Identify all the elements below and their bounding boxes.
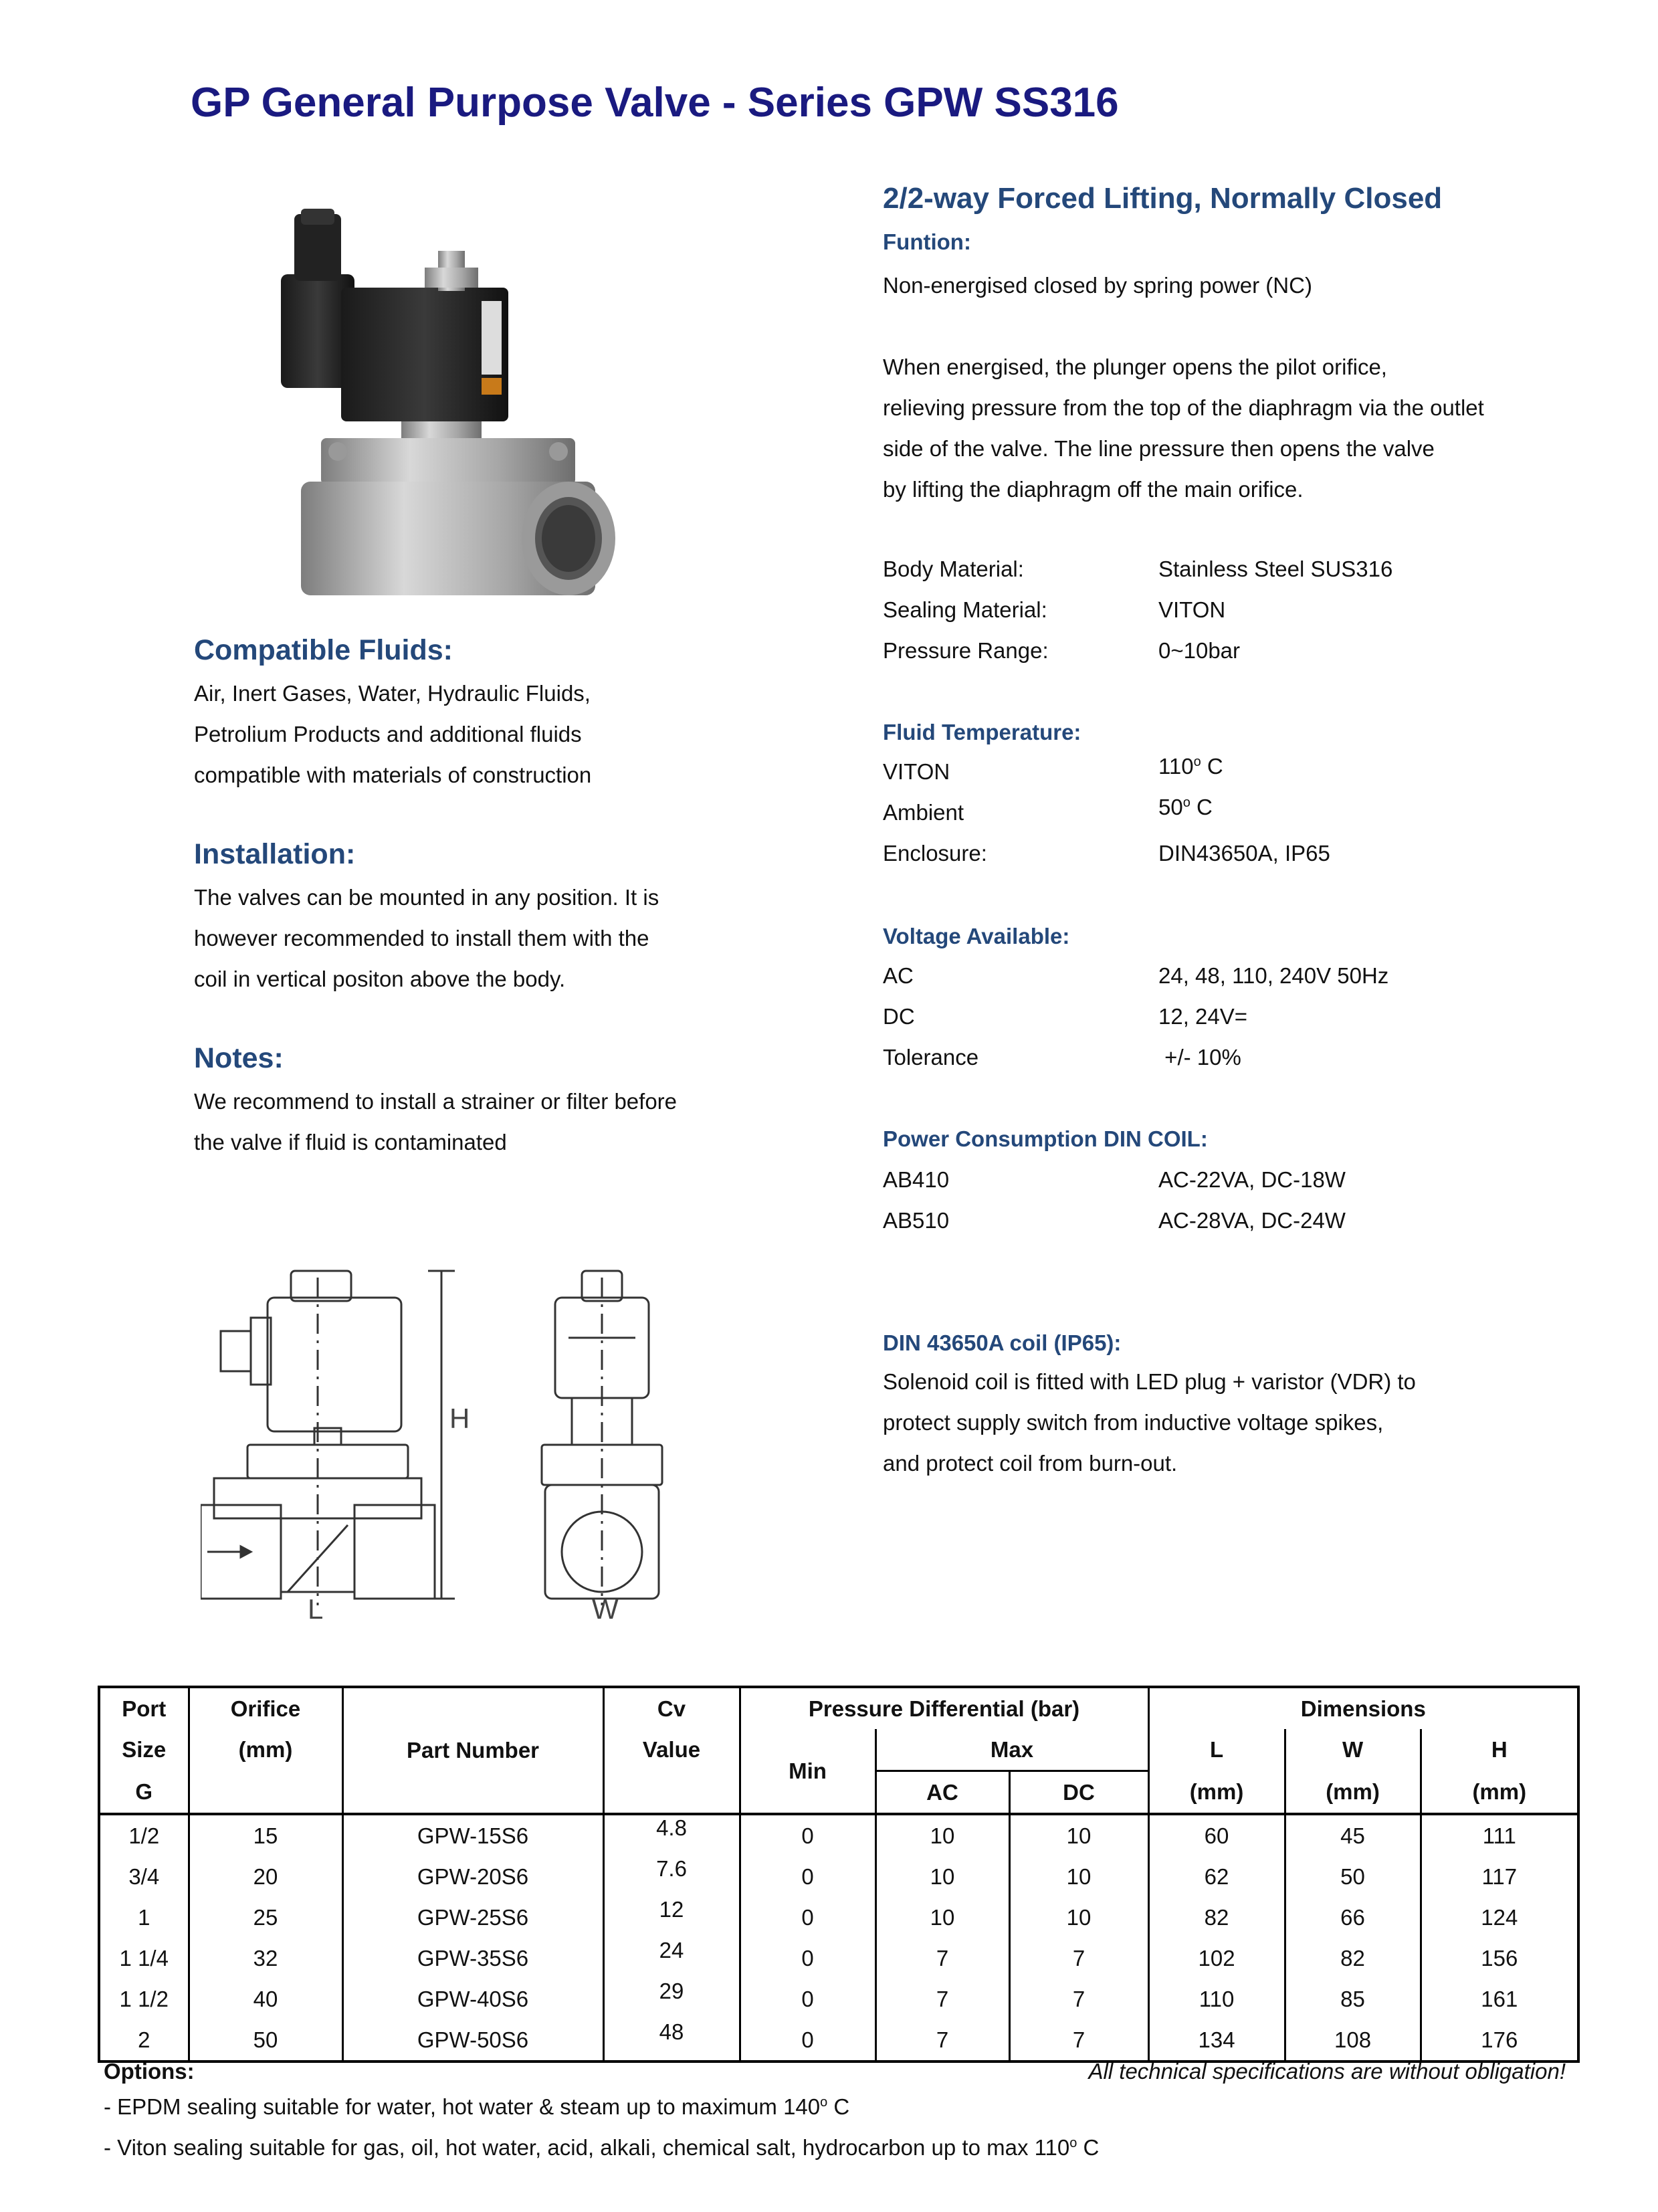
cell-cv-value: 4.8: [603, 1814, 740, 1856]
compatible-line: Air, Inert Gases, Water, Hydraulic Fluids,: [194, 681, 591, 706]
cell-part-number: GPW-35S6: [342, 1938, 603, 1979]
side-view-drawing: [542, 1271, 662, 1605]
spec-value: 0~10bar: [1158, 638, 1241, 663]
disclaimer: All technical specifications are without obligation!: [1088, 2059, 1566, 2084]
cell-height: 117: [1421, 1856, 1578, 1897]
din-coil-line: protect supply switch from inductive voltage spikes,: [883, 1410, 1384, 1435]
header-w: W: [1285, 1729, 1421, 1771]
din-coil-line: Solenoid coil is fitted with LED plug + varistor (VDR) to: [883, 1369, 1416, 1394]
cell-cv-value: 12: [603, 1897, 740, 1938]
header-port-size: Size: [122, 1737, 167, 1763]
installation-heading: Installation:: [194, 838, 356, 870]
installation-text: [194, 877, 659, 999]
cell-height: 111: [1421, 1814, 1578, 1856]
cell-min: 0: [740, 2019, 875, 2062]
cell-port-size: 1 1/4: [119, 1945, 169, 1971]
cell-port-size: 2: [138, 2027, 150, 2052]
installation-line: coil in vertical positon above the body.: [194, 967, 566, 991]
cell-cv-value: 24: [603, 1938, 740, 1979]
cell-orifice: 15: [189, 1814, 342, 1856]
cell-port-size: 1 1/2: [119, 1986, 169, 2011]
table-row: [99, 1979, 1578, 2019]
function-description: [883, 346, 1484, 510]
power-key: AB410: [883, 1167, 950, 1192]
header-l-unit: (mm): [1148, 1771, 1285, 1815]
cell-max-dc: 7: [1009, 1979, 1148, 2019]
dimension-drawing: [201, 1258, 736, 1619]
front-view-drawing: [201, 1271, 455, 1605]
din-coil-line: and protect coil from burn-out.: [883, 1451, 1178, 1476]
header-port-g: G: [135, 1779, 153, 1804]
notes-heading: Notes:: [194, 1042, 284, 1074]
power-value: AC-28VA, DC-24W: [1158, 1208, 1346, 1233]
notes-line: We recommend to install a strainer or filter before: [194, 1089, 678, 1114]
cell-cv-value: 29: [603, 1979, 740, 2019]
cell-max-dc: 10: [1009, 1856, 1148, 1897]
cell-max-dc: 7: [1009, 2019, 1148, 2062]
cell-width: 66: [1285, 1897, 1421, 1938]
cell-min: 0: [740, 1856, 875, 1897]
spec-key: Sealing Material:: [883, 597, 1047, 622]
cell-orifice: 50: [189, 2019, 342, 2062]
voltage-heading: Voltage Available:: [883, 924, 1070, 948]
cell-width: 45: [1285, 1814, 1421, 1856]
installation-line: The valves can be mounted in any position. It is: [194, 885, 659, 910]
header-dc: DC: [1009, 1771, 1148, 1815]
header-port: Port: [122, 1696, 167, 1721]
voltage-key: AC: [883, 963, 914, 988]
page-title: GP General Purpose Valve - Series GPW SS316: [191, 80, 1119, 126]
function-heading: Funtion:: [883, 229, 971, 254]
header-h-unit: (mm): [1421, 1771, 1578, 1815]
cell-orifice: 25: [189, 1897, 342, 1938]
header-orifice-unit: (mm): [189, 1729, 342, 1771]
header-max: Max: [875, 1729, 1148, 1771]
cell-max-ac: 7: [875, 1979, 1009, 2019]
cell-part-number: GPW-40S6: [342, 1979, 603, 2019]
function-para-line: side of the valve. The line pressure then opens the valve: [883, 436, 1435, 461]
temp-key: VITON: [883, 759, 950, 784]
header-min: Min: [740, 1729, 875, 1814]
cell-part-number: GPW-20S6: [342, 1856, 603, 1897]
cell-length: 82: [1148, 1897, 1285, 1938]
header-dimensions: Dimensions: [1148, 1687, 1578, 1729]
option-viton: - Viton sealing suitable for gas, oil, hot water, acid, alkali, chemical salt, hydrocarbon up to max 110$^o$ C: [104, 2135, 1100, 2160]
spec-value: DIN43650A, IP65: [1158, 841, 1330, 866]
cell-min: 0: [740, 1814, 875, 1856]
cell-orifice: 40: [189, 1979, 342, 2019]
cell-height: 124: [1421, 1897, 1578, 1938]
function-para-line: by lifting the diaphragm off the main orifice.: [883, 477, 1304, 502]
cell-orifice: 32: [189, 1938, 342, 1979]
cell-length: 110: [1148, 1979, 1285, 2019]
cell-min: 0: [740, 1938, 875, 1979]
cell-part-number: GPW-50S6: [342, 2019, 603, 2062]
header-cv-value: Value: [603, 1729, 740, 1771]
cell-length: 102: [1148, 1938, 1285, 1979]
cell-max-ac: 7: [875, 1938, 1009, 1979]
power-key: AB510: [883, 1208, 950, 1233]
table-row: [99, 1938, 1578, 1979]
function-line: Non-energised closed by spring power (NC): [883, 273, 1312, 298]
cell-part-number: GPW-25S6: [342, 1897, 603, 1938]
notes-text: [194, 1081, 677, 1163]
option-epdm: - EPDM sealing suitable for water, hot water & steam up to maximum 140$^o$ C: [104, 2094, 850, 2119]
temp-value: 50$^o$ C: [1158, 795, 1213, 819]
installation-line: however recommended to install them with the: [194, 926, 649, 950]
cell-width: 108: [1285, 2019, 1421, 2062]
cell-length: 134: [1148, 2019, 1285, 2062]
header-ac: AC: [875, 1771, 1009, 1815]
header-pressure-differential: Pressure Differential (bar): [740, 1687, 1148, 1729]
cell-cv-value: 48: [603, 2019, 740, 2062]
spec-value: Stainless Steel SUS316: [1158, 557, 1393, 581]
temp-value: 110$^o$ C: [1158, 754, 1223, 779]
width-dimension-label: W: [592, 1593, 619, 1619]
header-orifice: Orifice: [189, 1687, 342, 1729]
table-row: [99, 2019, 1578, 2062]
din-coil-description: [883, 1361, 1416, 1484]
cell-height: 161: [1421, 1979, 1578, 2019]
cell-length: 60: [1148, 1814, 1285, 1856]
cell-height: 176: [1421, 2019, 1578, 2062]
cell-cv-value: 7.6: [603, 1856, 740, 1897]
function-para-line: relieving pressure from the top of the diaphragm via the outlet: [883, 395, 1484, 420]
cell-max-dc: 10: [1009, 1814, 1148, 1856]
cell-max-ac: 7: [875, 2019, 1009, 2062]
compatible-line: compatible with materials of construction: [194, 763, 592, 787]
cell-part-number: GPW-15S6: [342, 1814, 603, 1856]
spec-key: Enclosure:: [883, 841, 987, 866]
header-w-unit: (mm): [1285, 1771, 1421, 1815]
cell-port-size: 1/2: [128, 1823, 160, 1848]
voltage-value: 12, 24V=: [1158, 1004, 1248, 1029]
specification-table-body: [99, 1814, 1578, 2062]
cell-max-dc: 7: [1009, 1938, 1148, 1979]
cell-min: 0: [740, 1897, 875, 1938]
cell-max-ac: 10: [875, 1897, 1009, 1938]
table-row: [99, 1897, 1578, 1938]
voltage-key: Tolerance: [883, 1045, 979, 1070]
header-h: H: [1421, 1729, 1578, 1771]
notes-line: the valve if fluid is contaminated: [194, 1130, 507, 1154]
cell-width: 82: [1285, 1938, 1421, 1979]
power-consumption-heading: Power Consumption DIN COIL:: [883, 1126, 1208, 1151]
options-heading: Options:: [104, 2059, 195, 2084]
cell-height: 156: [1421, 1938, 1578, 1979]
length-dimension-label: L: [308, 1593, 324, 1619]
function-para-line: When energised, the plunger opens the pilot orifice,: [883, 355, 1387, 379]
valve-type-subtitle: 2/2-way Forced Lifting, Normally Closed: [883, 182, 1443, 215]
cell-width: 85: [1285, 1979, 1421, 2019]
header-part-number: Part Number: [342, 1687, 603, 1814]
cell-orifice: 20: [189, 1856, 342, 1897]
table-row: [99, 1814, 1578, 1856]
cell-min: 0: [740, 1979, 875, 2019]
spec-key: Pressure Range:: [883, 638, 1049, 663]
header-empty: [603, 1771, 740, 1815]
voltage-value: +/- 10%: [1158, 1045, 1241, 1070]
specification-table: [98, 1686, 1580, 2063]
cell-port-size: 3/4: [128, 1864, 160, 1889]
cell-max-dc: 10: [1009, 1897, 1148, 1938]
valve-product-photo: [281, 201, 629, 609]
voltage-value: 24, 48, 110, 240V 50Hz: [1158, 963, 1389, 988]
temp-key: Ambient: [883, 800, 964, 825]
compatible-fluids-text: [194, 673, 591, 795]
header-cv: Cv: [603, 1687, 740, 1729]
fluid-temperature-heading: Fluid Temperature:: [883, 720, 1081, 744]
cell-length: 62: [1148, 1856, 1285, 1897]
header-l: L: [1148, 1729, 1285, 1771]
height-dimension-label: H: [449, 1403, 470, 1434]
compatible-fluids-heading: Compatible Fluids:: [194, 634, 453, 666]
cell-port-size: 1: [138, 1904, 150, 1930]
compatible-line: Petrolium Products and additional fluids: [194, 722, 582, 746]
din-coil-heading: DIN 43650A coil (IP65):: [883, 1330, 1122, 1355]
spec-value: VITON: [1158, 597, 1226, 622]
cell-max-ac: 10: [875, 1814, 1009, 1856]
cell-width: 50: [1285, 1856, 1421, 1897]
header-empty: [189, 1771, 342, 1815]
cell-max-ac: 10: [875, 1856, 1009, 1897]
spec-key: Body Material:: [883, 557, 1024, 581]
voltage-key: DC: [883, 1004, 915, 1029]
power-value: AC-22VA, DC-18W: [1158, 1167, 1346, 1192]
table-row: [99, 1856, 1578, 1897]
